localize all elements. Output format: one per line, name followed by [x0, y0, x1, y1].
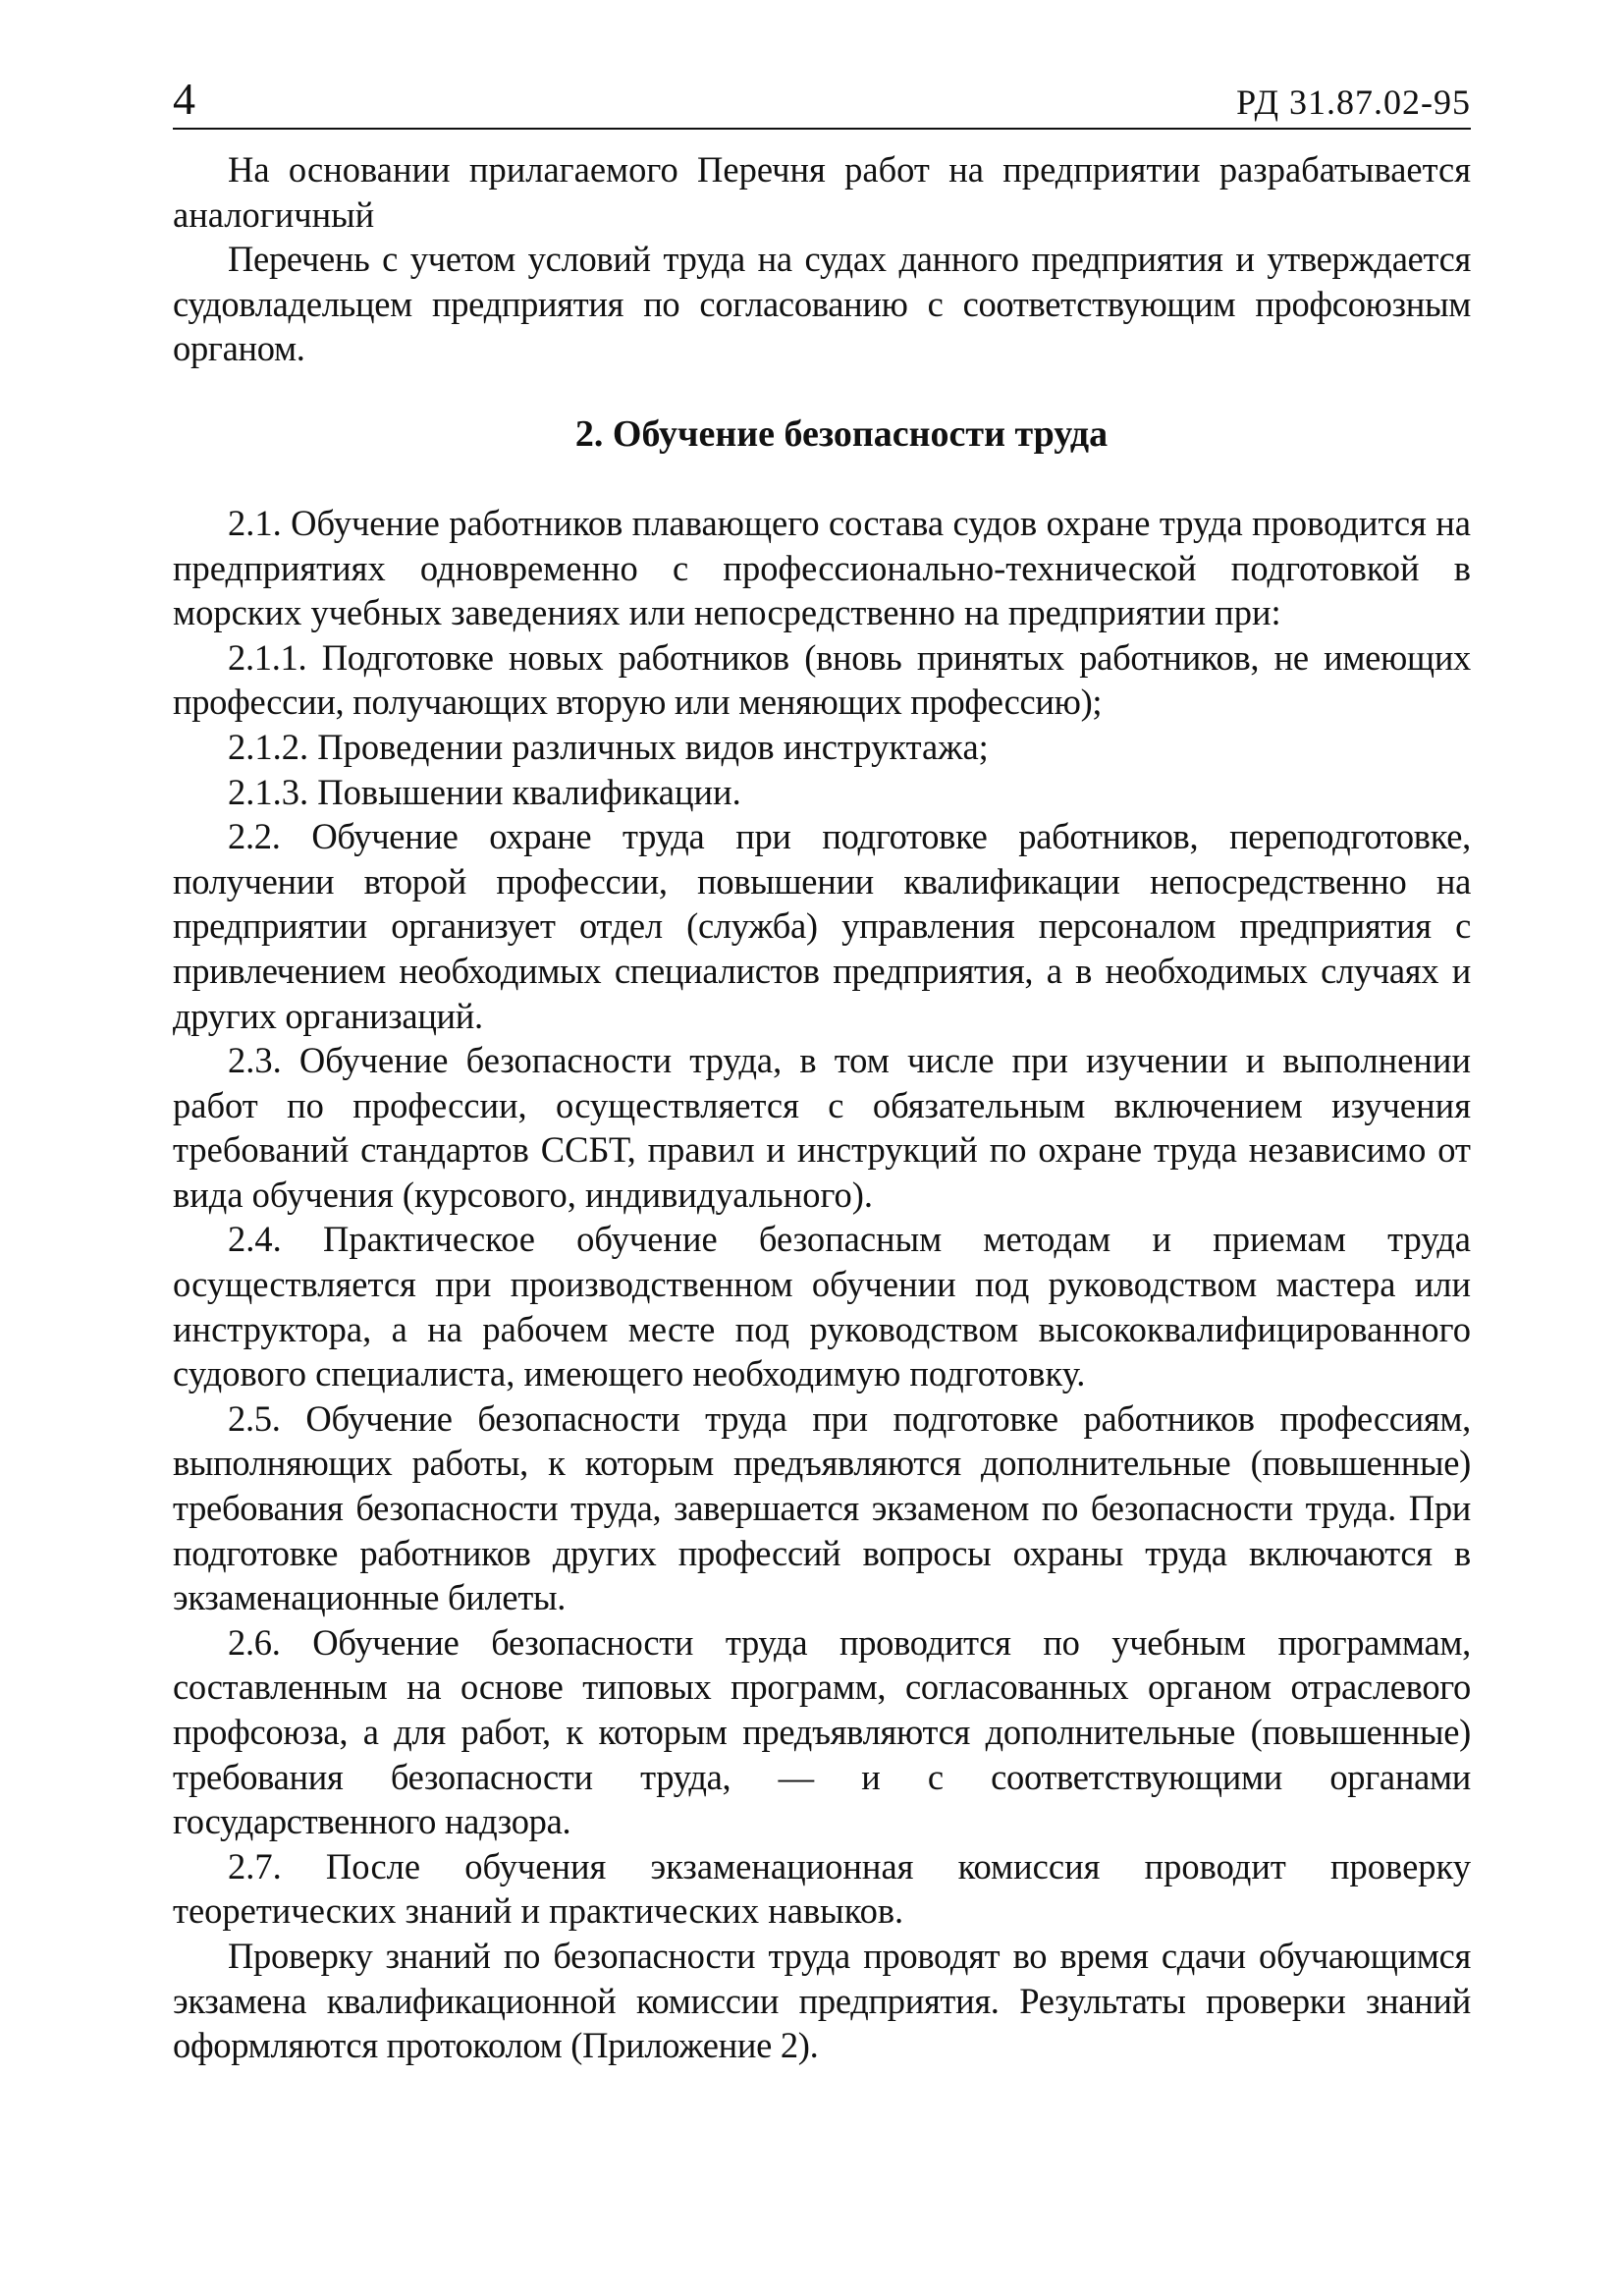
- paragraph-2-3: 2.3. Обучение безопасности труда, в том числе при изучении и выполнении работ по профессии, осуществляется с обязательным включением изучения требований стандартов ССБТ, правил и инструкций по охране труда независимо от вида обучения (курсового, индивидуального).: [173, 1040, 1471, 1215]
- page-number: 4: [173, 74, 195, 124]
- intro-paragraph: На основании прилагаемого Перечня работ на предприятии разрабатывается аналогичный: [173, 149, 1471, 235]
- paragraph-2-5: 2.5. Обучение безопасности труда при подготовке работников профессиям, выполняющих работы, к которым предъявляются дополнительные (повышенные) требования безопасности труда, завершается экзаменом по безопасности труда. При подготовке работников других профессий вопросы охраны труда включаются в экзаменационные билеты.: [173, 1397, 1471, 1618]
- document-code: РД 31.87.02-95: [1236, 82, 1471, 122]
- document-body: [173, 147, 1471, 2068]
- paragraph-2-1-2: 2.1.2. Проведении различных видов инструктажа;: [228, 726, 989, 767]
- paragraph-2-6: 2.6. Обучение безопасности труда проводится по учебным программам, составленным на основе типовых программ, согласованных органом отраслевого профсоюза, а для работ, к которым предъявляются дополнительные (повышенные) требования безопасности труда, — и с соответствующими органами государственного надзора.: [173, 1621, 1471, 1842]
- paragraph-2-7: 2.7. После обучения экзаменационная комиссия проводит проверку теоретических знаний и практических навыков.: [173, 1845, 1471, 1932]
- paragraph-knowledge-check: Проверку знаний по безопасности труда проводят во время сдачи обучающимся экзамена квалификационной комиссии предприятия. Результаты проверки знаний оформляются протоколом (Приложение 2).: [173, 1935, 1471, 2066]
- intro-paragraph: Перечень с учетом условий труда на судах данного предприятия и утверждается судовладельцем предприятия по согласованию с соответствующим профсоюзным органом.: [173, 239, 1471, 369]
- section-title: 2. Обучение безопасности труда: [574, 412, 1109, 455]
- document-page: [173, 74, 1471, 2068]
- paragraph-2-1-1: 2.1.1. Подготовке новых работников (вновь принятых работников, не имеющих профессии, получающих вторую или меняющих профессию);: [173, 636, 1471, 723]
- paragraph-2-1-3: 2.1.3. Повышении квалификации.: [228, 771, 741, 812]
- paragraph-2-4: 2.4. Практическое обучение безопасным методам и приемам труда осуществляется при производственном обучении под руководством мастера или инструктора, а на рабочем месте под руководством высококвалифицированного судового специалиста, имеющего необходимую подготовку.: [173, 1219, 1471, 1394]
- running-header: [173, 74, 1471, 130]
- paragraph-2-1: 2.1. Обучение работников плавающего состава судов охране труда проводится на предприятиях одновременно с профессионально-технической подготовкой в морских учебных заведениях или непосредственно на предприятии при:: [173, 502, 1471, 633]
- paragraph-2-2: 2.2. Обучение охране труда при подготовке работников, переподготовке, получении второй профессии, повышении квалификации непосредственно на предприятии организует отдел (служба) управления персоналом предприятия с привлечением необходимых специалистов предприятия, а в необходимых случаях и других организаций.: [173, 816, 1471, 1036]
